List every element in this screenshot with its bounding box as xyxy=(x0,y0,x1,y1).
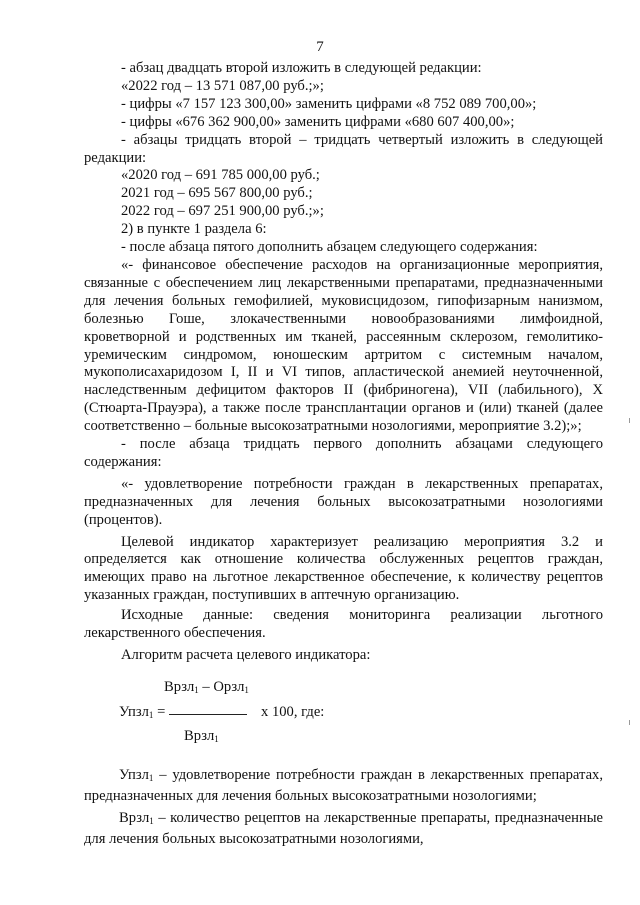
def-text: – количество рецептов на лекарственные препараты, предназначенные для лечения больных высокозатратными нозологиями, xyxy=(84,809,603,847)
numerator-a: Врзл xyxy=(164,678,195,695)
formula-lhs xyxy=(119,704,165,725)
minus-sign: – xyxy=(198,678,214,695)
paragraph: 2022 год – 697 251 900,00 руб.;»; xyxy=(121,203,324,220)
paragraph: - абзацы тридцать второй – тридцать четвертый изложить в следующей редакции: xyxy=(84,131,603,166)
subscript: 1 xyxy=(148,772,154,783)
paragraph: - цифры «676 362 900,00» заменить цифрами «680 607 400,00»; xyxy=(121,113,515,130)
document-body xyxy=(84,60,603,849)
subscript: 1 xyxy=(149,815,154,826)
paragraph: «2020 год – 691 785 000,00 руб.; xyxy=(121,167,320,184)
paragraph: «- финансовое обеспечение расходов на организационные мероприятия, связанные с обеспечением лиц лекарственными препаратами, предназначенными для лечения больных гемофилией, муковисцидозом, гипофизарным нанизмом, болезнью Гоше, злокачественными новообразованиями лимфоидной, кроветворной и родственных им тканей, рассеянным склерозом, гемолитико-уремическим синдромом, юношеским артритом с системным началом, мукополисахаридозом I, II и VI типов, апластической анемией неуточненной, наследственным дефицитом факторов II (фибриногена), VII (лабильного), X (Стюарта-Прауэра), а также после трансплантации органов и (или) тканей (далее соответственно – больные высокозатратными нозологиями, мероприятие 3.2);»; xyxy=(84,256,603,435)
paragraph: Исходные данные: сведения мониторинга реализации льготного лекарственного обеспечения. xyxy=(84,607,603,642)
paragraph: Алгоритм расчета целевого индикатора: xyxy=(121,647,371,663)
definition-1 xyxy=(84,767,603,806)
equals-sign: = xyxy=(153,703,166,720)
formula-denominator xyxy=(184,728,219,749)
paragraph: Целевой индикатор характеризует реализацию мероприятия 3.2 и определяется как отношение количества обслуженных рецептов граждан, имеющих право на льготное лекарственное обеспечение, к количеству рецептов указанных граждан, поступивших в аптечную организацию. xyxy=(84,533,603,604)
subscript: 1 xyxy=(148,709,154,720)
page-number: 7 xyxy=(316,39,324,55)
paragraph: - после абзаца тридцать первого дополнить абзацами следующего содержания: xyxy=(84,436,603,470)
paragraph: - после абзаца пятого дополнить абзацем следующего содержания: xyxy=(121,239,538,256)
formula-numerator xyxy=(164,679,249,700)
subscript: 1 xyxy=(194,684,199,695)
fraction-bar xyxy=(169,714,247,715)
paragraph: «2022 год – 13 571 087,00 руб.;»; xyxy=(121,77,324,94)
formula-rhs: х 100, где: xyxy=(261,703,325,720)
denominator-term: Врзл xyxy=(184,727,215,744)
paragraph: - абзац двадцать второй изложить в следующей редакции: xyxy=(121,60,482,76)
margin-mark xyxy=(629,418,630,423)
definition-2 xyxy=(84,810,603,849)
subscript: 1 xyxy=(214,733,219,744)
paragraph: 2021 год – 695 567 800,00 руб.; xyxy=(121,185,313,202)
formula xyxy=(84,675,603,761)
subscript: 1 xyxy=(244,684,249,695)
paragraph: - цифры «7 157 123 300,00» заменить цифрами «8 752 089 700,00»; xyxy=(121,95,537,112)
paragraph: «- удовлетворение потребности граждан в лекарственных препаратах, предназначенных для лечения больных высокозатратными нозологиями (процентов). xyxy=(84,475,603,528)
def-text: – удовлетворение потребности граждан в лекарственных препаратах, предназначенных для лечения больных высокозатратными нозологиями; xyxy=(84,766,603,804)
def-term: Упзл xyxy=(119,766,149,783)
margin-mark xyxy=(629,720,630,725)
lhs-term: Упзл xyxy=(119,703,149,720)
def-term: Врзл xyxy=(119,809,150,826)
paragraph: 2) в пункте 1 раздела 6: xyxy=(121,221,267,238)
numerator-b: Орзл xyxy=(213,678,245,695)
